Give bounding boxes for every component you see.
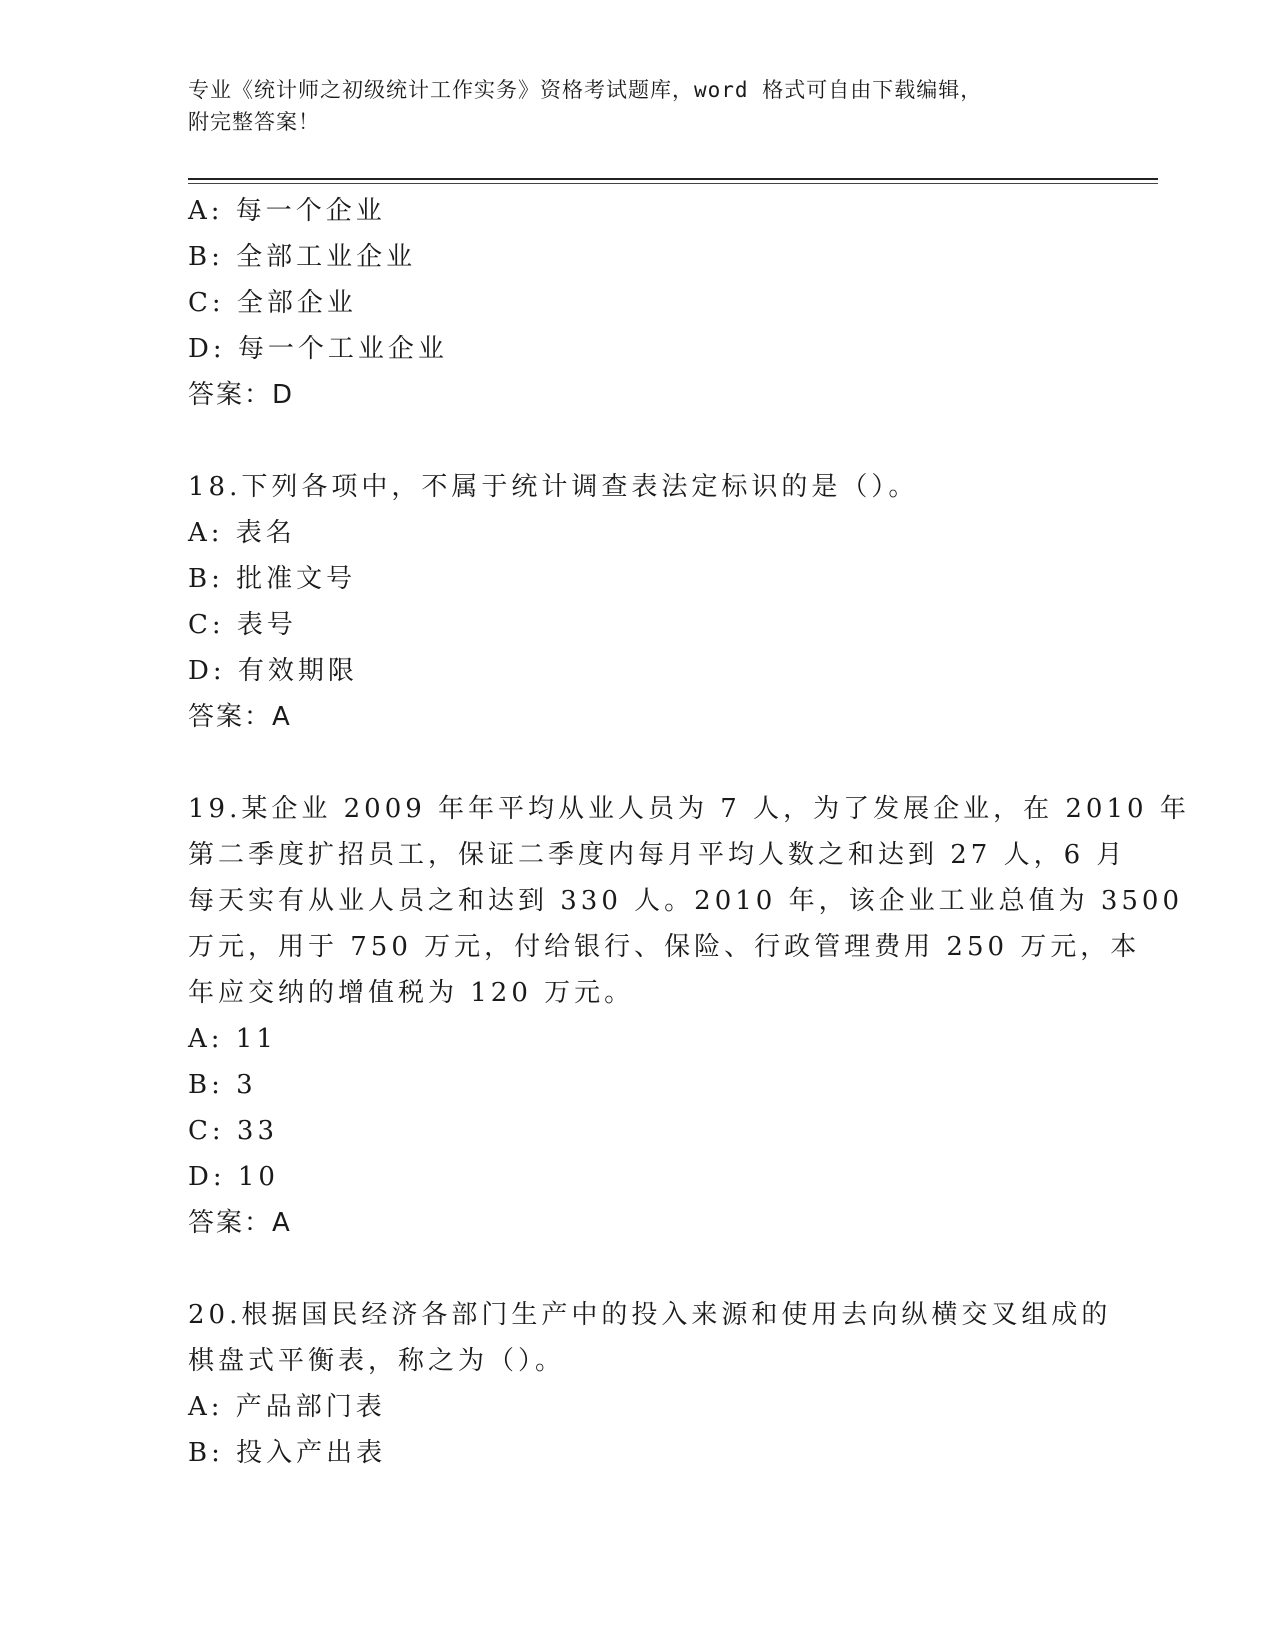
header-line-2: 附完整答案！	[188, 110, 320, 134]
document-header	[188, 74, 1088, 138]
option-c: C: 全部企业	[188, 288, 357, 318]
question-stem-line: 年应交纳的增值税为 120 万元。	[188, 978, 635, 1008]
question-stem-line: 20.根据国民经济各部门生产中的投入来源和使用去向纵横交叉组成的	[188, 1300, 1112, 1330]
question-gap	[188, 1246, 1088, 1292]
question-content	[188, 188, 1190, 1476]
question-18-block	[188, 464, 1088, 740]
option-b: B: 3	[188, 1070, 257, 1100]
question-stem-line: 棋盘式平衡表，称之为（）。	[188, 1346, 566, 1376]
header-rule-thin	[188, 183, 1158, 184]
header-line-1: 专业《统计师之初级统计工作实务》资格考试题库，word 格式可自由下载编辑，	[188, 78, 983, 102]
option-a: A: 11	[188, 1024, 277, 1054]
question-stem-line: 18.下列各项中，不属于统计调查表法定标识的是（）。	[188, 472, 919, 502]
option-a: A: 产品部门表	[188, 1392, 386, 1422]
option-b: B: 全部工业企业	[188, 242, 417, 272]
option-a: A: 表名	[188, 518, 296, 548]
option-c: C: 表号	[188, 610, 297, 640]
question-stem-line: 万元，用于 750 万元，付给银行、保险、行政管理费用 250 万元，本	[188, 932, 1141, 962]
option-a: A: 每一个企业	[188, 196, 386, 226]
answer-line: 答案：A	[188, 702, 292, 732]
option-d: D: 有效期限	[188, 656, 358, 686]
option-b: B: 投入产出表	[188, 1438, 387, 1468]
question-stem-line: 第二季度扩招员工，保证二季度内每月平均人数之和达到 27 人，6 月	[188, 840, 1127, 870]
question-gap	[188, 740, 1088, 786]
question-stem-line: 每天实有从业人员之和达到 330 人。2010 年，该企业工业总值为 3500	[188, 886, 1184, 916]
question-gap	[188, 418, 1088, 464]
question-stem-line: 19.某企业 2009 年年平均从业人员为 7 人，为了发展企业，在 2010 年	[188, 794, 1190, 824]
option-d: D: 每一个工业企业	[188, 334, 448, 364]
option-c: C: 33	[188, 1116, 279, 1146]
header-rule-thick	[188, 178, 1158, 180]
option-d: D: 10	[188, 1162, 279, 1192]
question-20-block	[188, 1292, 1112, 1476]
option-b: B: 批准文号	[188, 564, 357, 594]
question-19-block	[188, 786, 1190, 1246]
prev-question-block	[188, 188, 1088, 418]
answer-line: 答案：D	[188, 380, 295, 410]
answer-line: 答案：A	[188, 1208, 292, 1238]
